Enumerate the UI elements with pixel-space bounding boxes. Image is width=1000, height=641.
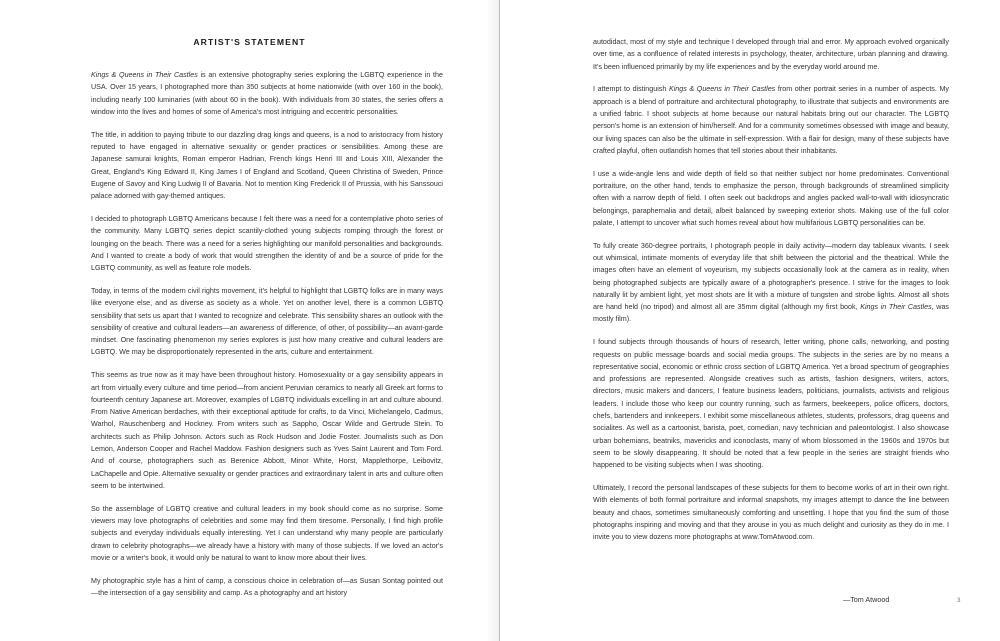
paragraph: Today, in terms of the modern civil rights movement, it's helpful to highlight that LGBTQ folks are in many ways like everyone else, and as diverse as society as a whole. Yet on another level, there is a common LGBTQ sensibility that sets us apart that I wanted to recognize and celebrate. This sensibility shares an outlook with the sensibility of creative and cultural leaders—an awareness of difference, of other, of possibility—an avant-garde mindset. One fascinating phenomenon my series explores is just how many creative and cultural leaders are LGBTQ. We may be disproportionately represented in the arts, culture and entertainment. [91,287,443,357]
paragraph: I found subjects through thousands of hours of research, letter writing, phone calls, networking, and posting requests on public message boards and social media groups. The subjects in the series are by no means a representative social, economic or ethnic cross section of LGBTQ America. Yet a broad spectrum of geographies and professions are represented. Alongside creatives such as artists, fashion designers, writers, actors, directors, music makers and dancers, I feature business leaders, politicians, journalists, activists and religious leaders. I include those who keep our country running, such as farmers, beekeepers, police officers, doctors, chefs, bartenders and innkeepers. I exhibit some miscellaneous athletes, students, professors, drag queens and socialites. As well as a cartoonist, barista, poet, comedian, navy technician and paleontologist. I also showcase urban bohemians, beatniks, mavericks and iconoclasts, many of whom blossomed in the 1960s and 1970s but seem to be slowly disappearing. It should be noted that a few people in the series are straight friends who happened to be visiting subjects when I was shooting. [593,338,949,470]
left-page [0,0,499,641]
paragraph-text: To fully create 360-degree portraits, I photograph people in daily activity—modern day tableaux vivants. I seek out whimsical, intimate moments of everyday life that shift between the pictorial and the theatrical. While the images often have an element of voyeurism, my subjects occasionally look at the camera as in reality, when being photographed subjects are typically aware of a photographer's presence. I strive for the images to look naturally lit by ambient light, yet most shots are lit with a mixture of tungsten and strobe lights. Almost all shots are hand held (no tripod) and almost all are 35mm digital (although my first book, [593,241,949,312]
page-title: ARTIST'S STATEMENT [193,37,306,47]
paragraph: I use a wide-angle lens and wide depth of field so that neither subject nor home predominates. Conventional portraiture, on the other hand, tends to emphasize the person, through backgrounds of streamlined simplicity often with a narrow depth of field. I often seek out backdrops and angles packed wall-to-wall with idiosyncratic belongings, paraphernalia and detail, albeit balanced by sweeping exterior shots. Making use of the full color palate, I attempt to uncover what such homes reveal about how multifarious LGBTQ personalities can be. [593,169,949,227]
book-title: Kings in Their Castles [860,303,932,312]
book-title: Kings & Queens in Their Castles [91,71,198,79]
book-title: Kings & Queens in Their Castles [668,85,776,94]
paragraph [593,83,949,157]
paragraph: autodidact, most of my style and technique I developed through trial and error. My approach evolved organically over time, as a confluence of related interests in psychology, theater, architecture, urban planning and drawing. It's been influenced primarily by my life experiences and by the everyday world around me. [593,38,949,71]
paragraph-text: from other portrait series in a number of aspects. My approach is a blend of portraiture and architectural photography, to illustrate that subjects and environments are a unified fabric. I shoot subjects at home because our natural habitats bring out our character. The LGBTQ person's home is an extension of him/herself. And for a community sometimes obsessed with image and beauty, our living spaces can also be the ultimate in self-expression. With a flair for design, many of these subjects have crafted playful, often outlandish homes that tell stories about their inhabitants. [593,85,949,155]
paragraph [593,240,949,326]
author-signature: —Tom Atwood [843,595,890,604]
paragraph: My photographic style has a hint of camp, a conscious choice in celebration of—as Susan Sontag pointed out—the intersection of a gay sensibility and camp. As a photography and art history [91,576,443,597]
paragraph: So the assemblage of LGBTQ creative and cultural leaders in my book should come as no surprise. Some viewers may love photographs of celebrities and some may find them tiresome. Personally, I find high profile subjects and everyday individuals equally interesting. Yet I can understand why many people are particularly drawn to celebrity photographs—we already have a history with many of those subjects. If we loved an actor's movie or a writer's book, it would only be natural to want to know more about their lives. [91,504,443,562]
paragraph-text: is an extensive photography series exploring the LGBTQ experience in the USA. Over 15 years, I photographed more than 350 subjects at home nationwide (with over 160 in the book), including nearly 100 luminaries (with about 60 in the book). With individuals from 30 states, the series offers a window into the lives and homes of some of America's most intriguing and eccentric personalities. [91,71,443,116]
right-text-column [593,36,949,554]
paragraph: I decided to photograph LGBTQ Americans because I felt there was a need for a contemplative photo series of the community. Many LGBTQ series depict scantily-clothed young subjects romping through the forest or lounging on the beach. There was a need for a series highlighting our manifold personalities and backgrounds. And I wanted to create a body of work that would strengthen the identity of and be a source of pride for the LGBTQ community, as well as feature role models. [91,215,443,273]
paragraph: The title, in addition to paying tribute to our dazzling drag kings and queens, is a nod to aristocracy from history reputed to have engaged in alternative sexuality or gender practices or sensibilities. Among these are Japanese samurai knights, Roman emperor Hadrian, French kings Henri III and Louis XIII, Alexander the Great, England's King Edward II, King James I of England and Scotland, Queen Christina of Sweden, Prince Eugene of Savoy and King Ludwig II of Bavaria. Not to mention King Frederick II of Prussia, with his Sanssouci palace adorned with gay-themed antiques. [91,130,443,201]
gutter-shadow [486,0,499,641]
paragraph: This seems as true now as it may have been throughout history. Homosexuality or a gay sensibility appears in art from virtually every culture and time period—from ancient Peruvian ceramics to nearly all Greek art forms to fourteenth century Japanese art. Moreover, examples of LGBTQ individuals excelling in art and culture abound. From Native American berdaches, with their exceptional aptitude for crafts, to da Vinci, Michelangelo, Cadmus, Warhol, Rauschenberg and Hockney. From writers such as Sappho, Oscar Wilde and Gertrude Stein. To architects such as Philip Johnson. Actors such as Rock Hudson and Jodie Foster. Journalists such as Don Lemon, Anderson Cooper and Rachel Maddow. Fashion designers such as Yves Saint Laurent and Tom Ford. And of course, photographers such as Berenice Abbott, Minor White, Horst, Mapplethorpe, Leibovitz, LaChapelle and Opie. Alternative sexuality or gender practices and extraordinary talent in arts and culture often seem to be intertwined. [91,371,443,490]
right-page [500,0,1000,641]
paragraph [91,69,443,118]
paragraph-text: I attempt to distinguish [593,85,669,94]
paragraph-text: , was mostly film). [593,303,949,324]
paragraph: Ultimately, I record the personal landscapes of these subjects for them to become works of art in their own right. With elements of both formal portraiture and informal snapshots, my images attempt to dance the line between beauty and chaos, sometimes simultaneously comforting and unsettling. I hope that you find the sum of those photographs inspiring and moving and that they arouse in you as much delight and curiosity as they do in me. I invite you to view dozens more photographs at www.TomAtwood.com. [593,483,949,542]
left-text-column [91,69,443,610]
page-number: 3 [957,597,961,604]
